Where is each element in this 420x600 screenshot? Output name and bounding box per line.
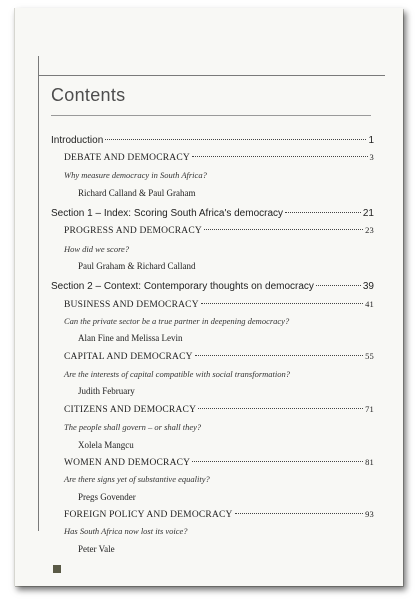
dot-leader [195,354,363,356]
dot-leader [201,302,363,304]
toc-entry [64,457,374,468]
toc-entry-label: BUSINESS AND DEMOCRACY [64,300,199,310]
toc-entry-authors: Xolela Mangcu [78,440,134,450]
toc-entry-label: CITIZENS AND DEMOCRACY [64,405,197,415]
toc-entry-question: The people shall govern – or shall they? [64,422,202,432]
toc-entry-question: How did we score? [64,244,130,254]
toc-entry-authors: Pregs Govender [78,492,136,502]
toc-page-number: 3 [369,152,374,162]
toc-page-number: 21 [362,208,374,219]
dot-leader [235,512,363,514]
dot-leader [204,228,363,230]
toc-entry-label: CAPITAL AND DEMOCRACY [64,352,193,362]
dot-leader [316,284,361,286]
toc-entry [64,509,374,520]
toc-entry-label: FOREIGN POLICY AND DEMOCRACY [64,510,233,520]
toc-section-label: Section 2 – Context: Contemporary thoughts on democracy [51,281,314,292]
toc-entry-label: WOMEN AND DEMOCRACY [64,458,191,468]
toc-entry [64,351,374,362]
toc-entry-label: PROGRESS AND DEMOCRACY [64,226,202,236]
toc-entry [64,299,374,310]
toc-entry [64,225,374,236]
toc-page-number: 41 [365,299,374,309]
toc-page-number: 23 [365,225,374,235]
toc-section-label: Introduction [51,135,104,146]
dot-leader [192,155,368,157]
toc-section-1 [51,208,374,219]
toc-entry-authors: Alan Fine and Melissa Levin [78,333,183,343]
dot-leader [192,460,363,462]
dot-leader [285,211,361,213]
toc-entry-question: Are there signs yet of substantive equality? [64,474,210,484]
toc-entry-authors: Richard Calland & Paul Graham [78,188,196,198]
toc-page-number: 71 [365,404,374,414]
toc-page-number: 1 [368,135,374,146]
toc-page-number: 93 [365,509,374,519]
toc-entry-authors: Judith February [78,386,135,396]
toc-entry-question: Can the private sector be a true partner in deepening democracy? [64,316,290,326]
toc-section-label: Section 1 – Index: Scoring South Africa's democracy [51,208,284,219]
toc-entry-authors: Paul Graham & Richard Calland [78,261,196,271]
dot-leader [105,138,366,140]
toc-entry-label: DEBATE AND DEMOCRACY [64,153,190,163]
toc-page-number: 81 [365,457,374,467]
toc-section-2 [51,281,374,292]
toc-entry [64,404,374,415]
toc-entry-question: Has South Africa now lost its voice? [64,526,188,536]
toc-entry [64,152,374,163]
table-of-contents [15,8,403,586]
dot-leader [198,407,363,409]
toc-page-number: 39 [362,281,374,292]
book-page [14,8,403,586]
toc-entry-question: Why measure democracy in South Africa? [64,170,207,180]
toc-entry-question: Are the interests of capital compatible with social transformation? [64,369,291,379]
toc-entry-authors: Peter Vale [78,544,115,554]
page-title: Contents [51,85,126,105]
toc-introduction [51,135,374,146]
toc-page-number: 55 [365,351,374,361]
